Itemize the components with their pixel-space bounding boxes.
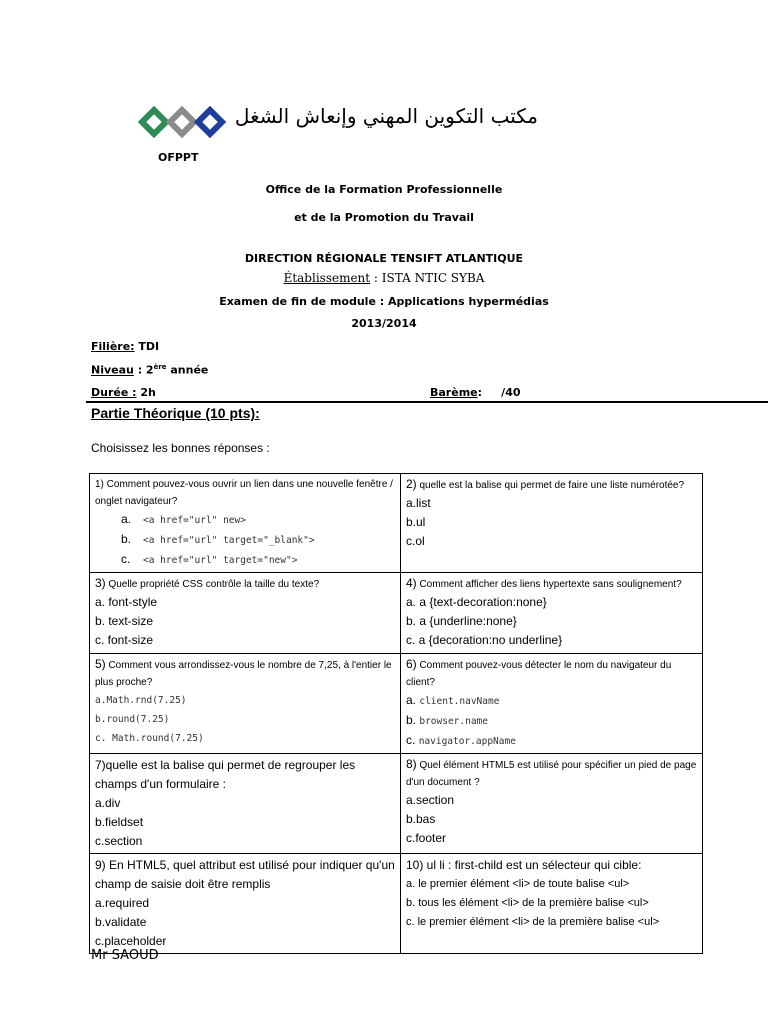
instruction-text: Choisissez les bonnes réponses : xyxy=(91,441,270,455)
option-text: client.navName xyxy=(419,696,500,707)
question-5-option-a: a.Math.rnd(7.25) xyxy=(95,695,187,706)
question-5-body: Comment vous arrondissez-vous le nombre de 7,25, à l'entier le plus proche? xyxy=(95,660,392,688)
question-6-number: 6) xyxy=(406,657,417,671)
duree-line xyxy=(91,386,156,399)
question-3-text xyxy=(95,575,395,593)
question-3-option-c: c. font-size xyxy=(95,633,154,647)
question-cell-4 xyxy=(401,573,703,654)
question-cell-7 xyxy=(90,754,401,854)
question-9-option-c: c.placeholder xyxy=(95,934,167,948)
question-3-option-a: a. font-style xyxy=(95,595,158,609)
niveau-line xyxy=(91,363,208,377)
question-2-option-b: b.ul xyxy=(406,515,426,529)
question-cell-6 xyxy=(401,654,703,754)
header-divider xyxy=(86,401,768,403)
ofppt-logo xyxy=(138,106,230,138)
question-10-option-c: c. le premier élément <li> de la première balise <ul> xyxy=(406,916,660,928)
niveau-value: : 2 xyxy=(133,363,154,377)
bareme-line xyxy=(430,386,521,399)
option-label: c. xyxy=(406,733,416,747)
question-cell-10 xyxy=(401,854,703,954)
org-short-name: OFPPT xyxy=(158,151,199,164)
niveau-label: Niveau xyxy=(91,363,134,377)
option-label: a. xyxy=(121,512,132,526)
question-9-option-b: b.validate xyxy=(95,915,147,929)
questions-table xyxy=(89,473,703,954)
option-text: <a href="url" new> xyxy=(143,515,246,526)
table-row xyxy=(90,754,703,854)
filiere-label: Filière: xyxy=(91,340,135,353)
question-cell-9 xyxy=(90,854,401,954)
question-7-option-a: a.div xyxy=(95,796,121,810)
org-name-line1: Office de la Formation Professionnelle xyxy=(265,183,503,196)
arabic-title: مكتب التكوين المهني وإنعاش الشغل xyxy=(234,104,538,128)
etablissement-line xyxy=(0,271,768,285)
question-cell-5 xyxy=(90,654,401,754)
question-6-body: Comment pouvez-vous détecter le nom du navigateur du client? xyxy=(406,660,672,688)
direction-title: DIRECTION RÉGIONALE TENSIFT ATLANTIQUE xyxy=(244,252,524,265)
option-label: a. xyxy=(406,693,417,707)
filiere-line xyxy=(91,340,159,353)
question-8-body: Quel élément HTML5 est utilisé pour spécifier un pied de page d'un document ? xyxy=(406,760,697,788)
question-7-option-c: c.section xyxy=(95,834,143,848)
question-6-option-b xyxy=(406,711,697,731)
option-text: <a href="url" target="_blank"> xyxy=(143,535,315,546)
author-footer: Mr SAOUD xyxy=(91,948,159,963)
exam-year: 2013/2014 xyxy=(351,317,417,330)
question-4-body: Comment afficher des liens hypertexte sans soulignement? xyxy=(416,579,682,590)
option-text: browser.name xyxy=(419,716,488,727)
option-label: c. xyxy=(121,552,131,566)
question-3-body: Quelle propriété CSS contrôle la taille du texte? xyxy=(105,579,320,590)
etablissement-sep: : xyxy=(370,271,382,285)
question-cell-3 xyxy=(90,573,401,654)
question-5-number: 5) xyxy=(95,657,106,671)
question-7-text: 7)quelle est la balise qui permet de regrouper les champs d'un formulaire : xyxy=(95,758,356,791)
question-8-option-b: b.bas xyxy=(406,812,436,826)
option-text: navigator.appName xyxy=(418,736,516,747)
question-5-option-b: b.round(7.25) xyxy=(95,714,170,725)
bareme-value: : /40 xyxy=(477,386,521,399)
question-8-number: 8) xyxy=(406,757,417,771)
option-text: <a href="url" target="new"> xyxy=(143,555,298,566)
question-2-body: quelle est la balise qui permet de faire une liste numérotée? xyxy=(416,480,685,491)
question-3-number: 3) xyxy=(95,576,106,590)
etablissement-label: Établissement xyxy=(283,271,371,285)
niveau-sup: ère xyxy=(153,363,167,371)
question-4-option-b: b. a {underline:none} xyxy=(406,614,517,628)
question-cell-8 xyxy=(401,754,703,854)
question-2-option-c: c.ol xyxy=(406,534,425,548)
question-8-option-c: c.footer xyxy=(406,831,447,845)
question-8-option-a: a.section xyxy=(406,793,455,807)
question-cell-2 xyxy=(401,474,703,573)
filiere-value: TDI xyxy=(134,340,160,353)
duree-label: Durée : xyxy=(91,386,137,399)
question-1-option-b xyxy=(95,530,395,550)
question-5-text xyxy=(95,656,395,691)
bareme-label: Barème xyxy=(430,386,478,399)
question-1-option-c xyxy=(95,550,395,570)
question-9-option-a: a.required xyxy=(95,896,150,910)
question-10-option-b: b. tous les élément <li> de la première balise <ul> xyxy=(406,897,649,909)
duree-value: 2h xyxy=(136,386,156,399)
question-cell-1 xyxy=(90,474,401,573)
question-4-option-a: a. a {text-decoration:none} xyxy=(406,595,547,609)
question-7-option-b: b.fieldset xyxy=(95,815,144,829)
niveau-value-post: année xyxy=(166,363,209,377)
question-6-option-a xyxy=(406,691,697,711)
question-2-number: 2) xyxy=(406,477,417,491)
question-9-text: 9) En HTML5, quel attribut est utilisé pour indiquer qu'un champ de saisie doit être remplis xyxy=(95,858,395,891)
option-label: b. xyxy=(121,532,132,546)
option-label: b. xyxy=(406,713,417,727)
etablissement-value: ISTA NTIC SYBA xyxy=(381,271,485,285)
question-3-option-b: b. text-size xyxy=(95,614,154,628)
question-2-option-a: a.list xyxy=(406,496,431,510)
org-name-line2: et de la Promotion du Travail xyxy=(294,211,474,224)
question-1-text: 1) Comment pouvez-vous ouvrir un lien dans une nouvelle fenêtre / onglet navigateur? xyxy=(95,479,393,507)
table-row xyxy=(90,654,703,754)
exam-title: Examen de fin de module : Applications hypermédias xyxy=(219,295,549,308)
question-10-option-a: a. le premier élément <li> de toute balise <ul> xyxy=(406,878,630,890)
question-5-option-c: c. Math.round(7.25) xyxy=(95,733,204,744)
question-1-option-a xyxy=(95,510,395,530)
question-8-text xyxy=(406,756,697,791)
question-6-text xyxy=(406,656,697,691)
question-4-text xyxy=(406,575,697,593)
question-4-option-c: c. a {decoration:no underline} xyxy=(406,633,563,647)
question-6-option-c xyxy=(406,731,697,751)
question-10-text: 10) ul li : first-child est un sélecteur qui cible: xyxy=(406,858,642,872)
table-row xyxy=(90,474,703,573)
partie-title: Partie Théorique (10 pts): xyxy=(91,405,260,421)
table-row xyxy=(90,854,703,954)
question-4-number: 4) xyxy=(406,576,417,590)
table-row xyxy=(90,573,703,654)
question-2-text xyxy=(406,476,697,494)
